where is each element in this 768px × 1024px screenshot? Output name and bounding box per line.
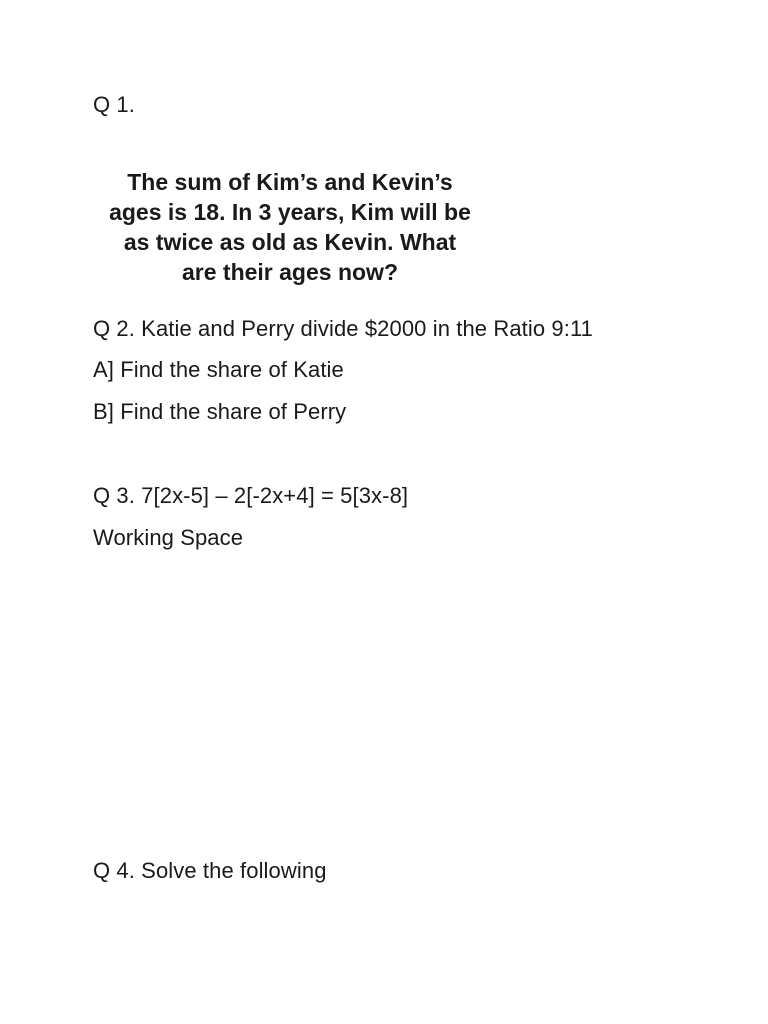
working-space-label: Working Space (93, 525, 244, 550)
q3-equation: Q 3. 7[2x-5] – 2[-2x+4] = 5[3x-8] (93, 483, 409, 508)
q4-question: Q 4. Solve the following (93, 858, 327, 883)
q2-part-b: B] Find the share of Perry (93, 399, 347, 424)
q1-question-line: are their ages now? (181, 259, 398, 285)
q1-question (80, 167, 500, 287)
q2-question: Q 2. Katie and Perry divide $2000 in the Ratio 9:11 (93, 316, 594, 341)
q1-question-line: as twice as old as Kevin. What (123, 229, 457, 255)
q1-question-line: The sum of Kim’s and Kevin’s (127, 169, 453, 195)
q2-part-a: A] Find the share of Katie (93, 357, 344, 382)
q1-question-line: ages is 18. In 3 years, Kim will be (109, 199, 471, 225)
q1-label: Q 1. (93, 92, 135, 117)
